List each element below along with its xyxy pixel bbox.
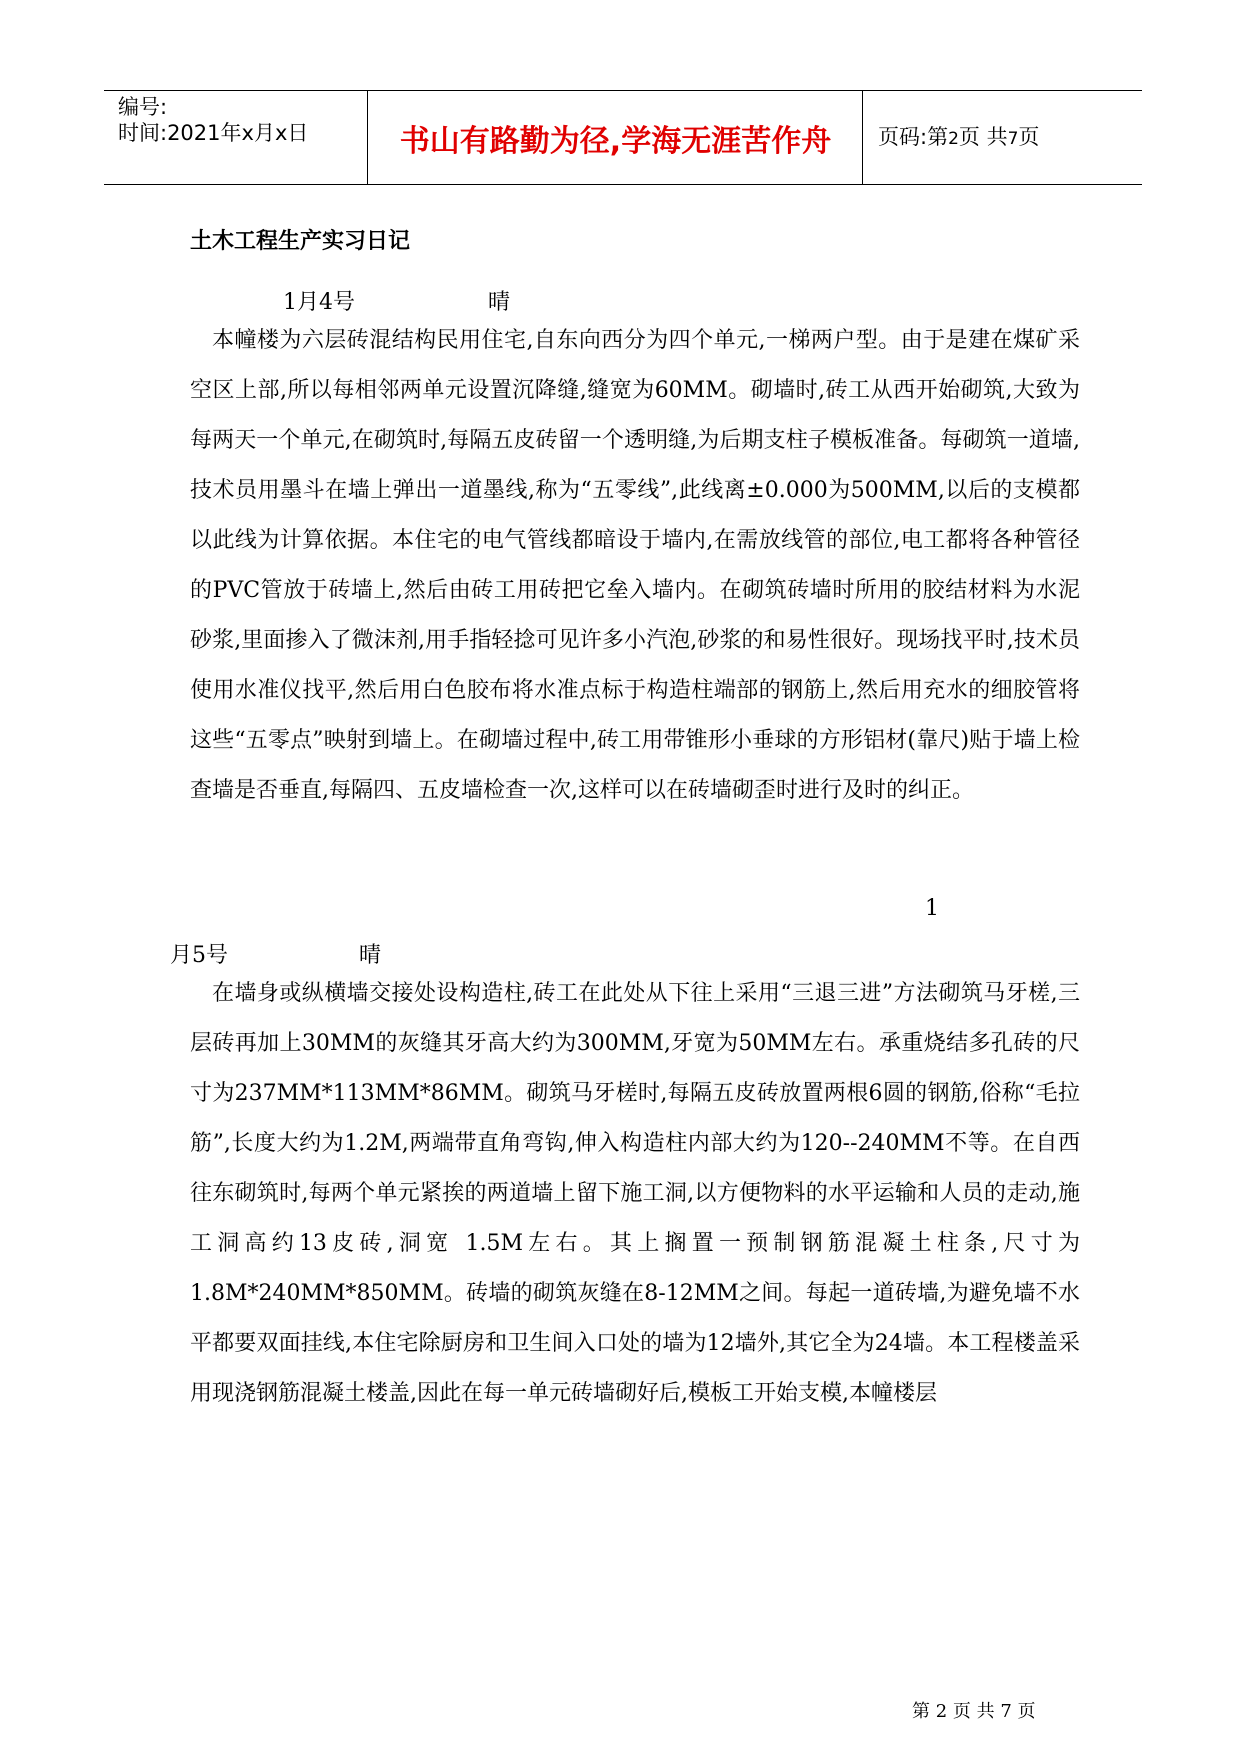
page-suffix: 页 bbox=[1018, 125, 1040, 149]
page-total: 7 bbox=[1007, 129, 1019, 149]
page-prefix: 页码:第 bbox=[878, 125, 949, 149]
page-header bbox=[104, 90, 1142, 185]
number-label: 编号: bbox=[118, 95, 168, 119]
footer-page-number: 第 2 页 共 7 页 bbox=[912, 1701, 1036, 1722]
header-page-number bbox=[878, 121, 1039, 151]
header-motto: 书山有路勤为径,学海无涯苦作舟 bbox=[369, 91, 863, 184]
entry-1-date: 1月4号 bbox=[283, 290, 355, 315]
entry-2-weather: 晴 bbox=[359, 943, 382, 968]
entry-2-date-part2: 月5号 bbox=[170, 943, 228, 968]
entry-1-weather: 晴 bbox=[488, 290, 511, 315]
page-current: 2 bbox=[948, 129, 959, 149]
time-label: 时间:2021年x月x日 bbox=[118, 121, 309, 145]
document-title: 土木工程生产实习日记 bbox=[190, 229, 411, 254]
entry-1-text: 本幢楼为六层砖混结构民用住宅,自东向西分为四个单元,一梯两户型。由于是建在煤矿采空区上部,所以每相邻两单元设置沉降缝,缝宽为60MM。砌墙时,砖工从西开始砌筑,大致为每两天一个单元,在砌筑时,每隔五皮砖留一个透明缝,为后期支柱子模板准备。每砌筑一道墙,技术员用墨斗在墙上弹出一道墨线,称为“五零线”,此线离±0.000为500MM,以后的支模都以此线为计算依据。本住宅的电气管线都暗设于墙内,在需放线管的部位,电工都将各种管径的PVC管放于砖墙上,然后由砖工用砖把它垒入墙内。在砌筑砖墙时所用的胶结材料为水泥砂浆,里面掺入了微沫剂,用手指轻捻可见许多小汽泡,砂浆的和易性很好。现场找平时,技术员使用水准仪找平,然后用白色胶布将水准点标于构造柱端部的钢筋上,然后用充水的细胶管将这些“五零点”映射到墙上。在砌墙过程中,砖工用带锥形小垂球的方形铝材(靠尺)贴于墙上检查墙是否垂直,每隔四、五皮墙检查一次,这样可以在砖墙砌歪时进行及时的纠正。 bbox=[190, 328, 1080, 803]
header-meta bbox=[104, 91, 368, 184]
entry-2-date-part1: 1 bbox=[925, 896, 939, 921]
entry-2-text: 在墙身或纵横墙交接处设构造柱,砖工在此处从下往上采用“三退三进”方法砌筑马牙槎,三层砖再加上30MM的灰缝其牙高大约为300MM,牙宽为50MM左右。承重烧结多孔砖的尺寸为237MM*113MM*86MM。砌筑马牙槎时,每隔五皮砖放置两根6圆的钢筋,俗称“毛拉筋”,长度大约为1.2M,两端带直角弯钩,伸入构造柱内部大约为120--240MM不等。在自西往东砌筑时,每两个单元紧挨的两道墙上留下施工洞,以方便物料的水平运输和人员的走动,施工洞高约13皮砖,洞宽 1.5M左右。其上搁置一预制钢筋混凝土柱条,尺寸为1.8M*240MM*850MM。砖墙的砌筑灰缝在8-12MM之间。每起一道砖墙,为避免墙不水平都要双面挂线,本住宅除厨房和卫生间入口处的墙为12墙外,其它全为24墙。本工程楼盖采用现浇钢筋混凝土楼盖,因此在每一单元砖墙砌好后,模板工开始支模,本幢楼层 bbox=[190, 981, 1080, 1406]
page-mid: 页 共 bbox=[958, 125, 1008, 149]
